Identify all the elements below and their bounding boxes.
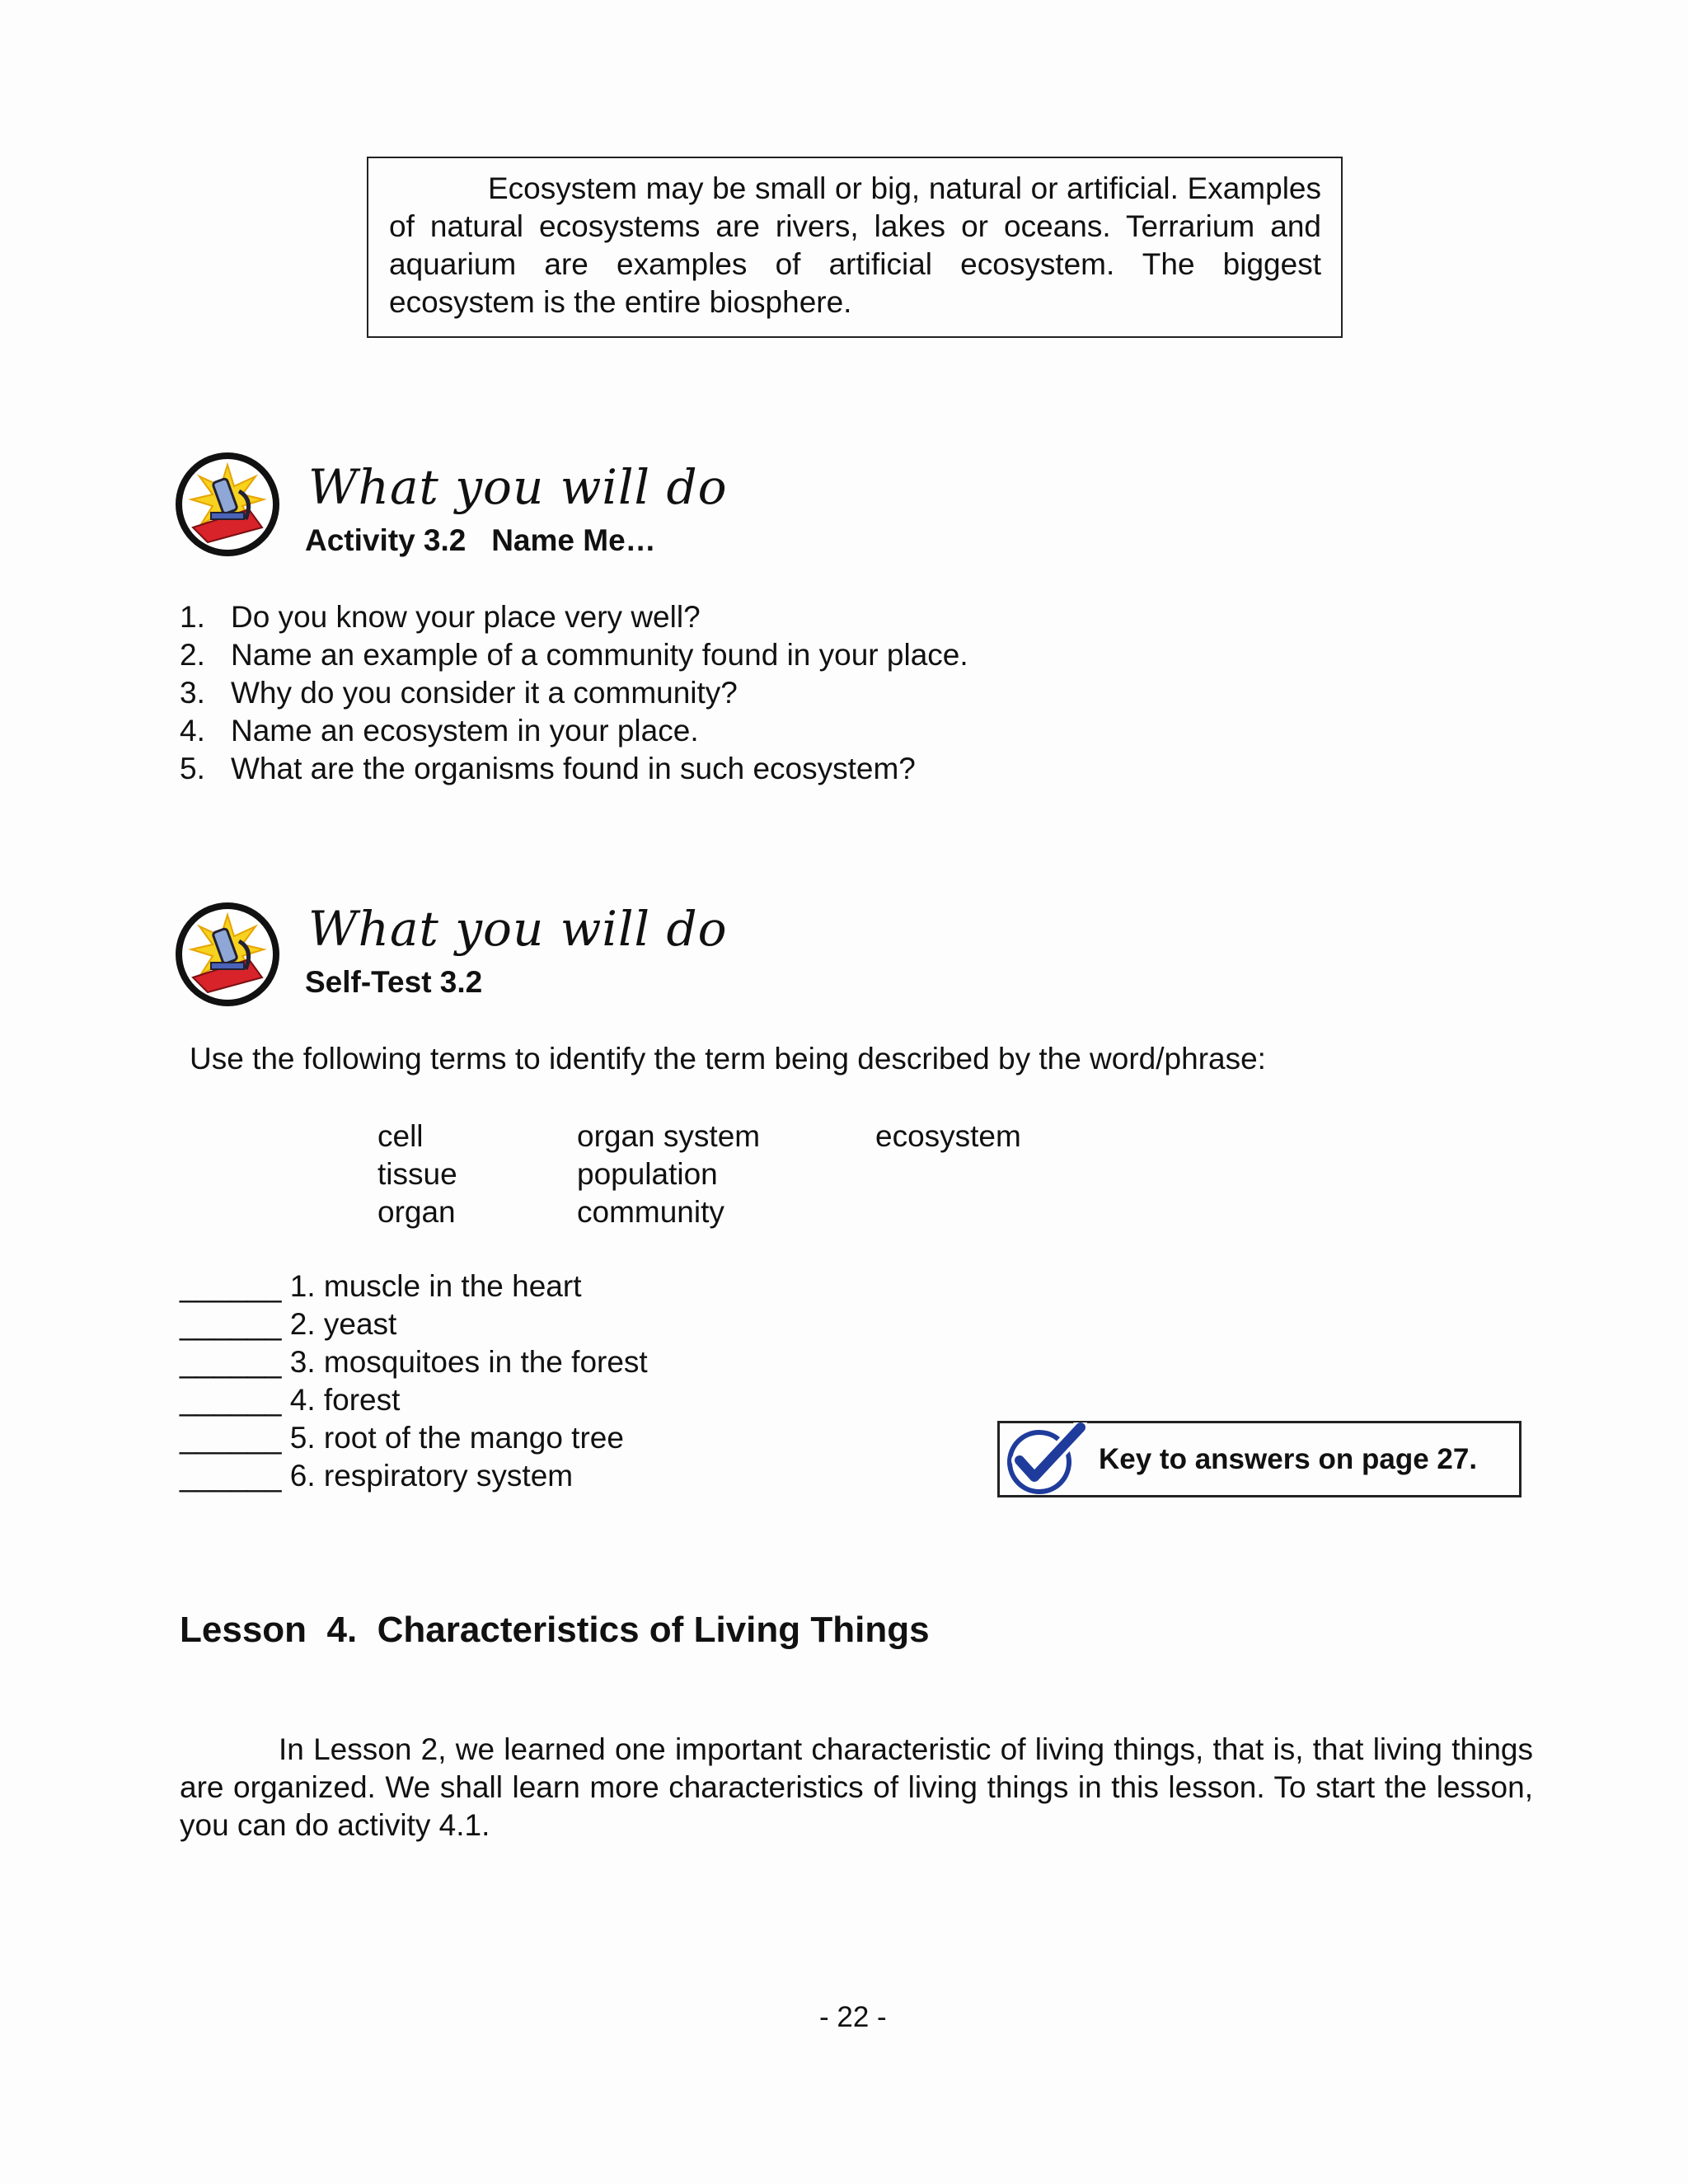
term: community	[577, 1195, 724, 1229]
question-text: Do you know your place very well?	[231, 600, 701, 634]
page-number: - 22 -	[819, 2001, 887, 2033]
term	[875, 1155, 1123, 1193]
answer-key-note	[997, 1421, 1522, 1497]
activity-subtitle: Activity 3.2 Name Me…	[305, 523, 656, 557]
list-item: ______ 5. root of the mango tree	[180, 1421, 624, 1455]
activity-script-title: What you will do	[308, 459, 728, 515]
question-text: Why do you consider it a community?	[231, 676, 738, 710]
info-box	[367, 157, 1343, 338]
list-item: ______ 4. forest	[180, 1383, 401, 1417]
term: cell	[377, 1119, 424, 1153]
self-test-items	[180, 1268, 648, 1495]
term: ecosystem	[875, 1119, 1021, 1153]
microscope-badge-icon	[175, 452, 280, 557]
checkmark-icon	[1005, 1422, 1087, 1497]
list-item: ______ 1. muscle in the heart	[180, 1269, 582, 1303]
list-item	[180, 636, 1169, 674]
self-test-script-title: What you will do	[308, 901, 728, 957]
term: organ	[377, 1195, 456, 1229]
list-item: ______ 6. respiratory system	[180, 1459, 574, 1493]
list-item	[180, 598, 1169, 636]
term: population	[577, 1157, 718, 1191]
answer-key-text: Key to answers on page 27.	[1099, 1442, 1478, 1475]
question-number: 1.	[180, 600, 205, 634]
question-number: 2.	[180, 638, 205, 672]
list-item: ______ 2. yeast	[180, 1307, 397, 1341]
question-number: 5.	[180, 752, 205, 785]
lesson-paragraph-text: In Lesson 2, we learned one important characteristic of living things, that is, that living things are organized. We shall learn more characteristics of living things in this lesson. To start the lesson, you can do activity 4.1.	[180, 1732, 1533, 1842]
term: tissue	[377, 1157, 457, 1191]
question-number: 4.	[180, 714, 205, 748]
activity-question-list	[180, 598, 1169, 788]
term-bank	[377, 1118, 1123, 1231]
self-test-header	[175, 902, 280, 1011]
activity-header	[175, 452, 280, 561]
term: organ system	[577, 1119, 761, 1153]
self-test-instruction: Use the following terms to identify the term being described by the word/phrase:	[190, 1042, 1266, 1076]
list-item	[180, 712, 1169, 750]
list-item	[180, 674, 1169, 712]
info-box-text: Ecosystem may be small or big, natural or artificial. Examples of natural ecosystems are rivers, lakes or oceans. Terrarium and aquarium are examples of artificial ecosystem. The biggest ecosystem is the entire biosphere.	[389, 171, 1321, 319]
list-item	[180, 750, 1169, 788]
list-item: ______ 3. mosquitoes in the forest	[180, 1345, 648, 1379]
lesson-paragraph	[180, 1731, 1533, 1844]
microscope-badge-icon	[175, 902, 280, 1007]
lesson-title: Lesson 4. Characteristics of Living Things	[180, 1610, 930, 1650]
self-test-subtitle: Self-Test 3.2	[305, 965, 483, 999]
question-text: What are the organisms found in such ecosystem?	[231, 752, 916, 785]
question-text: Name an example of a community found in your place.	[231, 638, 968, 672]
question-number: 3.	[180, 676, 205, 710]
term	[875, 1193, 1123, 1231]
question-text: Name an ecosystem in your place.	[231, 714, 699, 748]
